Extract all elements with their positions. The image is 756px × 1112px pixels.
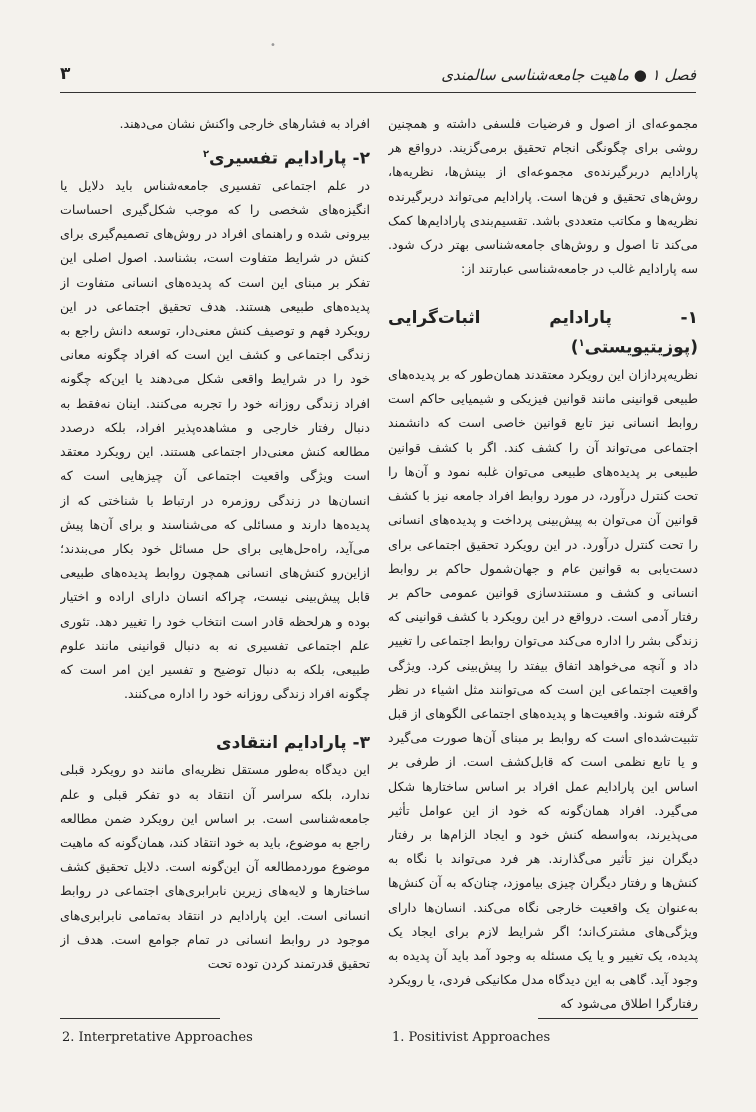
chapter-title: فصل ۱ ● ماهیت جامعه‌شناسی سالمندی: [441, 66, 696, 84]
heading-paren: ): [570, 338, 579, 359]
footnote-rule-right: [538, 1018, 698, 1019]
section-heading-positivist: [388, 305, 698, 361]
section-heading-critical: ۳- پارادایم انتقادی: [215, 733, 370, 754]
scan-speck: •: [270, 40, 276, 51]
spacer: [388, 281, 698, 299]
section-heading-interpretive: [60, 142, 370, 172]
running-header: [60, 62, 696, 93]
spacer: [60, 706, 370, 724]
heading-text: ۱- پارادایم اثبات‌گرایی (پوزیتیویستی: [388, 308, 698, 359]
footnote-left: 2. Interpretative Approaches: [62, 1030, 253, 1045]
footnote-rule-left: [60, 1018, 220, 1019]
footnote-right: 1. Positivist Approaches: [392, 1030, 551, 1045]
interpretive-paragraph: در علم اجتماعی تفسیری جامعه‌شناس باید دلایل یا انگیزه‌های شخصی را که موجب شکل‌گیری احساسات بیرونی شده و راهنمای افراد در روش‌های تصمیم‌گیری برای کنش در شرایط متفاوت است، بشناسد. اصول اصلی این تفکر بر مبنای این است که پدیده‌های انسانی متفاوت از پدیده‌های طبیعی هستند. هدف تحقیق اجتماعی در این رویکرد فهم و توصیف کنش معنی‌دار، توسعه دانش راجع به زندگی اجتماعی و کشف این است که افراد چگونه معانی خود را در شرایط واقعی شکل می‌دهند یا این‌که چگونه افراد زندگی روزانه خود را تجربه می‌کنند. اینان نه‌فقط به دنبال رفتار خارجی و مشاهده‌پذیر افراد، بلکه درصدد مطالعه کنش معنی‌دار اجتماعی هستند. این رویکرد معتقد است ویژگی واقعیت اجتماعی آن چیزهایی است که انسان‌ها در زندگی روزمره در ارتباط با شناختی که از پدیده‌ها دارند و مسائلی که می‌شناسند و برای آن‌ها پیش می‌آید، راه‌حل‌هایی برای حل مسائل خود بکار می‌بندند؛ ازاین‌رو کنش‌های انسانی همچون روابط پدیده‌های طبیعی قابل پیش‌بینی نیست، چراکه انسان دارای اراده و اختیار بوده و هرلحظه قادر است انتخاب خود را تغییر دهد. تئوری علم اجتماعی تفسیری نه به دنبال قوانینی مانند علوم طبیعی، بلکه به دنبال توضیح و تفسیر این امر است که چگونه افراد زندگی روزانه خود را اداره می‌کنند.: [60, 177, 370, 702]
footnote-marker: ۲: [202, 149, 210, 161]
intro-paragraph: مجموعه‌ای از اصول و فرضیات فلسفی داشته و همچنین روشی برای چگونگی انجام تحقیق برمی‌گزیند. درواقع هر پارادایم دربرگیرنده‌ی مجموعه‌ای از بینش‌ها، نظریه‌ها، روش‌های تحقیق و فن‌ها است. پارادایم می‌تواند دربرگیرنده نظریه‌ها و مکاتب متعددی باشد. تقسیم‌بندی پارادایم‌ها کمک می‌کند تا اصول و روش‌های جامعه‌شناسی بهتر درک شود. سه پارادایم غالب در جامعه‌شناسی عبارتند از:: [388, 116, 698, 277]
continuation-paragraph: افراد به فشارهای خارجی واکنش نشان می‌دهند.: [119, 116, 370, 131]
positivist-paragraph: نظریه‌پردازان این رویکرد معتقدند همان‌طور که بر پدیده‌های طبیعی قوانینی مانند قوانین فیزیکی و شیمیایی حاکم است روابط انسانی نیز تابع قوانین خاصی است که دانشمند اجتماعی می‌تواند آن را کشف کند. اگر با کشف قوانین طبیعی بر پدیده‌های طبیعی می‌توان غلبه نمود و آن‌ها را تحت کنترل درآورد، در مورد روابط افراد جامعه نیز با کشف قوانین آن می‌توان به پیش‌بینی پرداخت و پدیده‌های انسانی را تحت کنترل درآورد. در این رویکرد تحقیق اجتماعی برای دست‌یابی به قوانین عام و جهان‌شمول حاکم بر روابط انسانی و کشف و مستندسازی قوانین عمومی حاکم بر رفتار آدمی است. درواقع در این رویکرد با کشف قوانینی که زندگی بشر را اداره می‌کند می‌توان روابط اجتماعی را تغییر داد و آنچه می‌خواهد اتفاق بیفتد را پیش‌بینی کرد. ویژگی واقعیت اجتماعی این است که می‌توانند مثل اشیاء در نظر گرفته شوند. واقعیت‌ها و پدیده‌های اجتماعی الگوهای از قبل تثبیت‌شده‌ای است که روابط بر مبنای آن‌ها صورت می‌گیرد و یا تابع نظمی است که قابل‌کشف است. از طرفی بر اساس این پارادایم عمل افراد بر اساس ساختارها شکل می‌گیرد. افراد همان‌گونه که خود از این عوامل تأثیر می‌پذیرند، به‌واسطه کنش خود و ایجاد الزام‌ها بر رفتار دیگران نیز تأثیر می‌گذارند. هر فرد می‌تواند با نگاه به کنش‌ها و رفتار دیگران چیزی بیاموزد، چنان‌که به آن کنش‌ها به‌عنوان یک واقعیت خارجی نگاه می‌کند. انسان‌ها دارای ویژگی‌های مشترک‌اند؛ اگر شرایط لازم برای ایجاد یک پدیده، یک تغییر و یا یک مسئله به وجود آمد باید آن پدیده به وجود آید. گاهی به این دیدگاه مدل مکانیکی فردی، یا رویکرد رفتارگرا اطلاق می‌شود که: [388, 367, 698, 1012]
heading-text: ۲- پارادایم تفسیری: [209, 148, 370, 169]
critical-paragraph: این دیدگاه به‌طور مستقل نظریه‌ای مانند دو رویکرد قبلی ندارد، بلکه سراسر آن انتقاد به دو تفکر قبلی و علم جامعه‌شناسی است. بر اساس این رویکرد ضمن مطالعه راجع به موضوع، باید به خود انتقاد کند، همان‌گونه که ماهیت موضوع موردمطالعه آن این‌گونه است. دلایل تحقیق کشف ساختارها و لایه‌های زیرین نابرابری‌های اجتماعی در روابط انسانی است. این پارادایم در انتقاد به‌تمامی نابرابری‌های موجود در روابط انسانی در تمام جوامع است. هدف از تحقیق قدرتمند کردن توده تحت: [60, 762, 370, 971]
left-column: [60, 112, 370, 1024]
page-number: ۳: [60, 64, 71, 84]
right-column: [388, 112, 698, 1020]
footnote-marker: ۱: [578, 338, 585, 350]
